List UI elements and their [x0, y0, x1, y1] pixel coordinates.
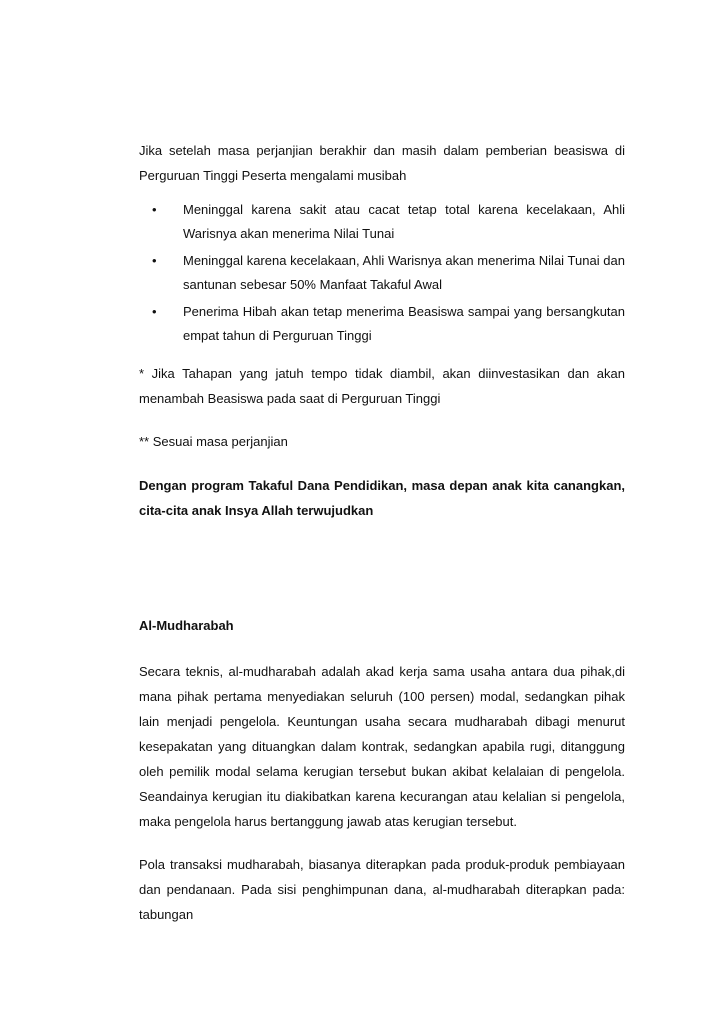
note-tahapan: * Jika Tahapan yang jatuh tempo tidak diambil, akan diinvestasikan dan akan menambah Beasiswa pada saat di Perguruan Tinggi	[139, 366, 625, 406]
list-item	[139, 300, 625, 348]
list-item	[139, 198, 625, 246]
closing-statement: Dengan program Takaful Dana Pendidikan, masa depan anak kita canangkan, cita-cita anak Insya Allah terwujudkan	[139, 478, 625, 518]
bullet-icon: •	[152, 304, 157, 319]
document-page	[139, 138, 625, 927]
list-item-text: Penerima Hibah akan tetap menerima Beasiswa sampai yang bersangkutan empat tahun di Perguruan Tinggi	[183, 304, 625, 343]
bullet-icon: •	[152, 202, 157, 217]
note-masa-perjanjian: ** Sesuai masa perjanjian	[139, 434, 288, 449]
intro-paragraph: Jika setelah masa perjanjian berakhir dan masih dalam pemberian beasiswa di Perguruan Tinggi Peserta mengalami musibah	[139, 143, 625, 183]
list-item-text: Meninggal karena kecelakaan, Ahli Warisnya akan menerima Nilai Tunai dan santunan sebesar 50% Manfaat Takaful Awal	[183, 253, 625, 292]
mudharabah-definition-paragraph: Secara teknis, al-mudharabah adalah akad kerja sama usaha antara dua pihak,di mana pihak pertama menyediakan seluruh (100 persen) modal, sedangkan pihak lain menjadi pengelola. Keuntungan usaha secara mudharabah dibagi menurut kesepakatan yang dituangkan dalam kontrak, sedangkan apabila rugi, ditanggung oleh pemilik modal selama kerugian tersebut bukan akibat kelalaian di pengelola. Seandainya kerugian itu diakibatkan karena kecurangan atau kelalian si pengelola, maka pengelola harus bertanggung jawab atas kerugian tersebut.	[139, 664, 625, 829]
bullet-list	[139, 198, 625, 348]
section-heading: Al-Mudharabah	[139, 618, 234, 633]
bullet-icon: •	[152, 253, 157, 268]
list-item	[139, 249, 625, 297]
mudharabah-transaction-paragraph: Pola transaksi mudharabah, biasanya diterapkan pada produk-produk pembiayaan dan pendanaan. Pada sisi penghimpunan dana, al-mudharabah diterapkan pada: tabungan	[139, 857, 625, 922]
list-item-text: Meninggal karena sakit atau cacat tetap total karena kecelakaan, Ahli Warisnya akan menerima Nilai Tunai	[183, 202, 625, 241]
